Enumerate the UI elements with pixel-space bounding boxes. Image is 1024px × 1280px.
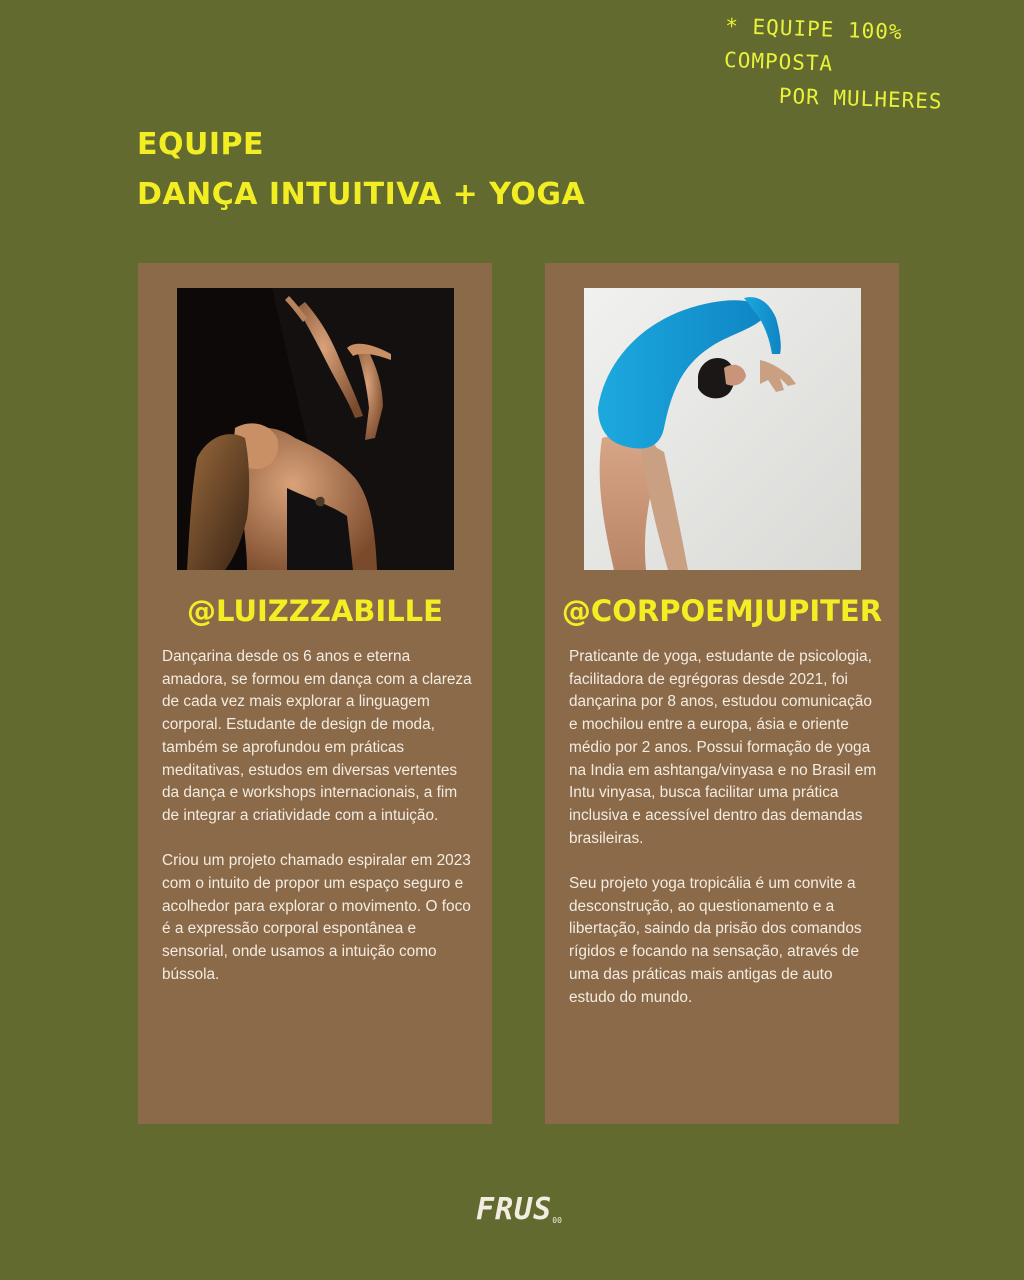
brand-logo: [476, 1192, 562, 1232]
bio-paragraph-1: Dançarina desde os 6 anos e eterna amadora, se formou em dança com a clareza de cada vez mais explorar a linguagem corporal. Estudante de design de moda, também se aprofundou em práticas meditativas, estudos em diversas vertentes da dança e workshops internacionais, a fim de integrar a criatividade com a intuição.: [162, 648, 472, 824]
note-line-1: * EQUIPE 100% COMPOSTA: [723, 13, 903, 76]
logo-word: FRUS: [476, 1192, 553, 1227]
handwritten-note: [722, 9, 1015, 121]
dancer-photo: [177, 288, 454, 570]
member-card-luizzzabille: [138, 263, 492, 1124]
logo-suffix: 00: [552, 1216, 562, 1225]
yoga-photo: [584, 288, 861, 570]
page-title: [137, 120, 585, 220]
member-card-corpoemjupiter: [545, 263, 899, 1124]
member-bio: [162, 646, 474, 1009]
member-bio: [569, 646, 881, 1032]
title-line-1: EQUIPE: [137, 127, 264, 162]
bio-paragraph-1: Praticante de yoga, estudante de psicologia, facilitadora de egrégoras desde 2021, foi dançarina por 8 anos, estudou comunicação e mochilou entre a europa, ásia e oriente médio por 2 anos. Possui formação de yoga na India em ashtanga/vinyasa e no Brasil em Intu vinyasa, busca facilitar uma prática inclusiva e acessível dentro das demandas brasileiras.: [569, 648, 877, 847]
bio-paragraph-2: Criou um projeto chamado espiralar em 2023 com o intuito de propor um espaço seguro e acolhedor para explorar o movimento. O foco é a expressão corporal espontânea e sensorial, onde usamos a intuição como bússola.: [162, 852, 471, 983]
member-handle[interactable]: @CORPOEMJUPITER: [561, 594, 883, 628]
bio-paragraph-2: Seu projeto yoga tropicália é um convite a desconstrução, ao questionamento e a libertação, saindo da prisão dos comandos rígidos e focando na sensação, através de uma das práticas mais antigas de auto estudo do mundo.: [569, 875, 862, 1006]
member-handle[interactable]: @LUIZZZABILLE: [187, 594, 443, 628]
title-line-2: DANÇA INTUITIVA + YOGA: [137, 177, 586, 212]
note-line-2: POR MULHERES: [778, 83, 943, 114]
